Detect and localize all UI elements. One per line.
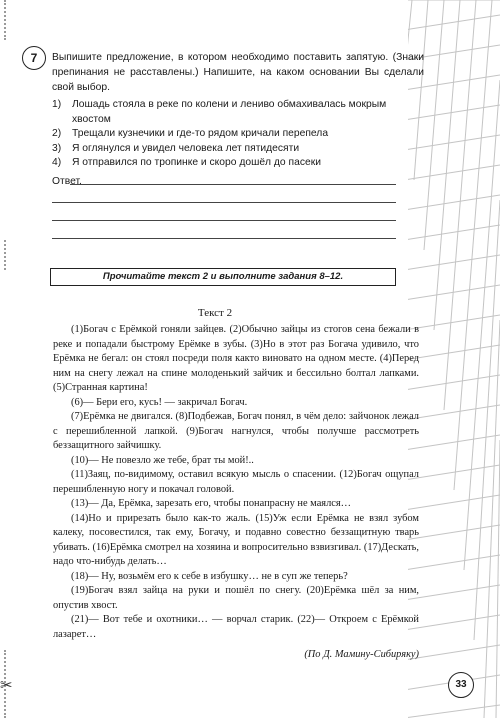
task-question: Выпишите предложение, в котором необходимо поставить запятую. (Знаки препинания не расставлены.) Напишите, на каком основании Вы сделали свой выбор. bbox=[52, 52, 424, 93]
reading-text bbox=[53, 323, 419, 663]
answer-line[interactable] bbox=[70, 184, 396, 185]
cut-line-top bbox=[4, 0, 10, 40]
answer-line[interactable] bbox=[52, 202, 396, 203]
answer-line[interactable] bbox=[52, 220, 396, 221]
paragraph: (21)— Вот тебе и охотники… — ворчал старик. (22)— Откроем с Ерёмкой лазарет… bbox=[53, 614, 419, 640]
paragraph: (1)Богач с Ерёмкой гоняли зайцев. (2)Обычно зайцы из стогов сена бежали в реке и попадали быстрому Ерёмке в зубы. (3)Но в этот раз Богача удивило, что Ерёмка не бегал: он стоял посреди поля както виновато на одном месте. (4)Перед ним на снегу лежал на спине молоденький зайчик и бессильно болтал лапками. (5)Странная картина! bbox=[53, 324, 419, 393]
paragraph: (14)Но и прирезать было как-то жаль. (15)Уж если Ерёмка не взял зубом калеку, посовестился, так ему, Богачу, и подавно совестно беззащитную тварь убивать. (16)Ерёмка смотрел на хозяина и вопросительно взвизгивал. (17)Дескать, надо что-нибудь делать… bbox=[53, 512, 419, 567]
cut-line-middle bbox=[4, 240, 10, 270]
answer-line[interactable] bbox=[52, 238, 396, 239]
option-2: 2) Трещали кузнечики и где-то рядом кричали перепела bbox=[52, 128, 329, 139]
paragraph: (10)— Не повезло же тебе, брат ты мой!.. bbox=[71, 454, 254, 466]
paragraph: (19)Богач взял зайца на руки и пошёл по снегу. (20)Ерёмка шёл за ним, опустив хвост. bbox=[53, 585, 419, 611]
paragraph: (18)— Ну, возьмём его к себе в избушку… не в суп же теперь? bbox=[71, 570, 348, 582]
task-number: 7 bbox=[22, 46, 46, 70]
page-number: 33 bbox=[448, 672, 474, 698]
paragraph: (6)— Бери его, кусь! — закричал Богач. bbox=[71, 396, 248, 408]
paragraph: (7)Ерёмка не двигался. (8)Подбежав, Богач понял, в чём дело: зайчонок лежал с перешибленной лапкой. (9)Богач нагнулся, чтобы получше рассмотреть беззащитного зайчишку. bbox=[53, 411, 419, 451]
option-4: 4) Я отправился по тропинке и скоро дошёл до пасеки bbox=[52, 157, 321, 168]
instruction-box: Прочитайте текст 2 и выполните задания 8–12. bbox=[50, 268, 396, 286]
text-source: (По Д. Мамину-Сибиряку) bbox=[304, 649, 419, 660]
task-options bbox=[52, 98, 424, 171]
option-1: 1) Лошадь стояла в реке по колени и лениво обмахивалась мокрым хвостом bbox=[52, 99, 387, 125]
paragraph: (13)— Да, Ерёмка, зарезать его, чтобы понапрасну не маялся… bbox=[71, 498, 352, 509]
text-title: Текст 2 bbox=[197, 307, 233, 319]
scissors-icon: ✂ bbox=[0, 676, 13, 694]
page-content bbox=[20, 0, 424, 718]
option-3: 3) Я оглянулся и увидел человека лет пятидесяти bbox=[52, 142, 300, 154]
answer-label: Ответ. bbox=[52, 176, 82, 187]
paragraph: (11)Заяц, по-видимому, оставил всякую мысль о спасении. (12)Богач ощупал перешибленную ногу и покачал головой. bbox=[53, 469, 419, 495]
